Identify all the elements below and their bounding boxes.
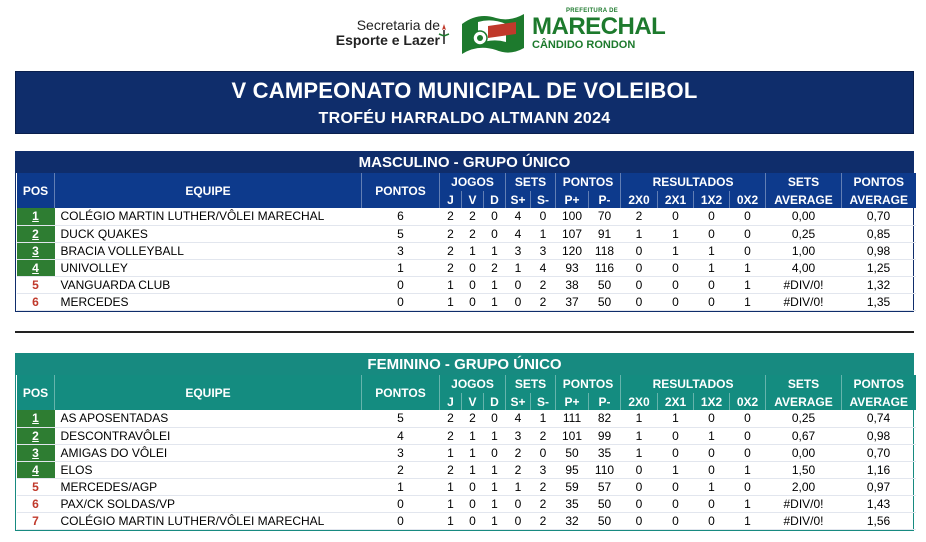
cell-pos: 2 <box>17 225 55 242</box>
cell-pavg: 1,25 <box>866 260 891 275</box>
cell-pavg: 1,16 <box>866 462 891 477</box>
cell-team: COLÉGIO MARTIN LUTHER/VÔLEI MARECHAL <box>60 209 325 224</box>
col-group-jogos: JOGOS <box>440 173 506 191</box>
cell-j: 1 <box>447 294 454 309</box>
cell-sm: 0 <box>539 445 547 460</box>
cell-pp: 101 <box>561 428 583 443</box>
cell-r12: 0 <box>708 226 715 241</box>
col-j: J <box>440 393 462 410</box>
cell-r20: 0 <box>635 277 643 292</box>
cell-j: 1 <box>447 479 454 494</box>
cell-savg: 4,00 <box>791 260 816 275</box>
col-group-jogos: JOGOS <box>440 375 506 393</box>
table-row <box>17 293 916 310</box>
cell-v: 0 <box>469 277 476 292</box>
col-group-sets: SETS <box>506 375 556 393</box>
col-sets-average-top: SETS <box>766 375 842 393</box>
cell-team: ELOS <box>60 462 93 477</box>
cell-j: 1 <box>447 496 454 511</box>
cell-pts: 5 <box>397 411 404 426</box>
cell-pp: 93 <box>565 260 579 275</box>
cell-r20: 0 <box>635 513 643 528</box>
col-d: D <box>484 393 506 410</box>
cell-pts: 4 <box>397 428 404 443</box>
cell-savg: 1,50 <box>791 462 816 477</box>
cell-sm: 2 <box>539 294 547 309</box>
cell-v: 0 <box>469 260 476 275</box>
cell-sm: 1 <box>539 411 547 426</box>
championship-title: V CAMPEONATO MUNICIPAL DE VOLEIBOL <box>231 78 698 103</box>
cell-pos: 6 <box>32 294 39 309</box>
cell-r02: 1 <box>744 513 751 528</box>
cell-v: 2 <box>469 209 476 224</box>
cell-d: 1 <box>491 294 498 309</box>
cell-pm: 35 <box>597 445 612 460</box>
col-sm: S- <box>531 191 556 208</box>
city-subtitle: CÂNDIDO RONDON <box>532 39 636 51</box>
cell-r12: 1 <box>708 479 715 494</box>
cell-pavg: 0,85 <box>866 226 891 241</box>
cell-pm: 70 <box>597 209 612 224</box>
cell-team: DESCONTRAVÔLEI <box>60 428 171 443</box>
cell-r21: 0 <box>672 209 679 224</box>
cell-pavg: 1,35 <box>866 294 891 309</box>
cell-sp: 3 <box>514 428 522 443</box>
cell-j: 2 <box>447 260 454 275</box>
cell-savg: 0,00 <box>791 209 816 224</box>
cell-savg: 0,25 <box>791 411 816 426</box>
cell-pts: 0 <box>397 277 404 292</box>
cell-j: 2 <box>447 209 454 224</box>
table-row <box>17 478 916 495</box>
cell-r21: 1 <box>672 226 679 241</box>
cell-team: MERCEDES/AGP <box>60 479 158 494</box>
cell-r12: 0 <box>708 411 715 426</box>
cell-pavg: 0,98 <box>866 428 891 443</box>
cell-r02: 1 <box>744 260 751 275</box>
cell-d: 1 <box>491 513 498 528</box>
cell-savg: 0,25 <box>791 226 816 241</box>
cell-pos: 3 <box>17 242 55 259</box>
col-pontos-average-bottom: AVERAGE <box>842 393 916 410</box>
cell-r02: 0 <box>744 226 751 241</box>
cell-savg: 0,00 <box>791 445 816 460</box>
cell-sm: 2 <box>539 479 547 494</box>
col-pontos-average-top: PONTOS <box>842 375 916 393</box>
cell-pos: 2 <box>17 427 55 444</box>
cell-sp: 0 <box>514 294 522 309</box>
cell-pos: 5 <box>32 479 39 494</box>
cell-r02: 0 <box>744 428 751 443</box>
cell-pp: 50 <box>565 445 579 460</box>
table-row <box>17 461 916 478</box>
cell-pp: 95 <box>565 462 579 477</box>
col-v: V <box>462 393 484 410</box>
cell-r20: 0 <box>635 479 643 494</box>
masculino-body <box>17 208 916 310</box>
col-d: D <box>484 191 506 208</box>
cell-v: 2 <box>469 226 476 241</box>
cell-v: 0 <box>469 479 476 494</box>
table-row <box>17 208 916 225</box>
cell-r21: 0 <box>672 428 679 443</box>
cell-sp: 4 <box>514 226 522 241</box>
cell-sp: 2 <box>514 462 522 477</box>
municipal-flag-icon <box>458 8 528 60</box>
cell-r20: 1 <box>635 428 643 443</box>
cell-pts: 2 <box>397 462 404 477</box>
table-row <box>17 242 916 259</box>
cell-r12: 0 <box>708 209 715 224</box>
cell-team: BRACIA VOLLEYBALL <box>60 243 184 258</box>
cell-d: 0 <box>491 209 498 224</box>
section-divider <box>15 331 914 333</box>
col-sets-average-top: SETS <box>766 173 842 191</box>
col-r02: 0X2 <box>730 191 766 208</box>
cell-sp: 4 <box>514 209 522 224</box>
cell-team: AMIGAS DO VÔLEI <box>60 445 168 460</box>
cell-v: 0 <box>469 513 476 528</box>
cell-pos: 4 <box>17 461 55 478</box>
col-pontos-average-top: PONTOS <box>842 173 916 191</box>
cell-pp: 120 <box>561 243 583 258</box>
col-sp: S+ <box>506 393 531 410</box>
cell-savg: 1,00 <box>791 243 816 258</box>
table-row <box>17 276 916 293</box>
cell-team: AS APOSENTADAS <box>60 411 169 426</box>
cell-v: 0 <box>469 294 476 309</box>
header-logos <box>0 0 926 64</box>
col-pp: P+ <box>556 191 589 208</box>
cell-d: 2 <box>491 260 498 275</box>
col-r21: 2X1 <box>658 393 694 410</box>
masculino-title: MASCULINO - GRUPO ÚNICO <box>16 152 913 173</box>
cell-r12: 0 <box>708 496 715 511</box>
col-r02: 0X2 <box>730 393 766 410</box>
cell-r21: 0 <box>672 479 679 494</box>
cell-savg: 2,00 <box>791 479 816 494</box>
cell-pp: 37 <box>565 294 579 309</box>
cell-r02: 0 <box>744 445 751 460</box>
cell-pts: 1 <box>397 260 404 275</box>
col-pontos: PONTOS <box>362 375 440 410</box>
masculino-frame <box>15 151 914 312</box>
cell-r02: 0 <box>744 243 751 258</box>
cell-pm: 116 <box>594 260 615 275</box>
cell-r20: 0 <box>635 243 643 258</box>
cell-pos: 3 <box>17 444 55 461</box>
cell-pm: 110 <box>594 462 615 477</box>
cell-pp: 35 <box>565 496 579 511</box>
cell-j: 2 <box>447 462 454 477</box>
cell-pm: 50 <box>597 277 612 292</box>
cell-r02: 0 <box>744 209 751 224</box>
cell-pavg: 1,32 <box>866 277 891 292</box>
table-row <box>17 225 916 242</box>
col-sets-average-bottom: AVERAGE <box>766 191 842 208</box>
col-group-resultados: RESULTADOS <box>621 173 766 191</box>
col-equipe: EQUIPE <box>55 375 362 410</box>
col-sets-average-bottom: AVERAGE <box>766 393 842 410</box>
cell-pm: 91 <box>597 226 612 241</box>
cell-pts: 0 <box>397 294 404 309</box>
cell-pts: 0 <box>397 496 404 511</box>
cell-sm: 3 <box>539 243 547 258</box>
cell-pavg: 0,70 <box>866 445 891 460</box>
cell-r20: 1 <box>635 445 643 460</box>
cell-pos: 1 <box>17 410 55 427</box>
cell-r12: 1 <box>708 428 715 443</box>
col-r20: 2X0 <box>621 191 658 208</box>
cell-pp: 38 <box>565 277 579 292</box>
cell-r02: 1 <box>744 496 751 511</box>
championship-title-banner <box>15 71 914 134</box>
cell-pos: 7 <box>32 513 39 528</box>
cell-r20: 0 <box>635 260 643 275</box>
cell-d: 1 <box>491 243 498 258</box>
cell-team: PAX/CK SOLDAS/VP <box>60 496 175 511</box>
cell-pts: 1 <box>397 479 404 494</box>
col-v: V <box>462 191 484 208</box>
cell-v: 1 <box>469 243 476 258</box>
cell-pm: 118 <box>594 243 615 258</box>
cell-sp: 4 <box>514 411 522 426</box>
cell-pm: 82 <box>597 411 612 426</box>
cell-team: VANGUARDA CLUB <box>60 277 171 292</box>
cell-pp: 59 <box>565 479 579 494</box>
cell-pts: 3 <box>397 445 404 460</box>
cell-pm: 99 <box>597 428 612 443</box>
col-equipe: EQUIPE <box>55 173 362 208</box>
cell-pm: 57 <box>597 479 612 494</box>
feminino-standings <box>15 353 914 531</box>
cell-team: DUCK QUAKES <box>60 226 148 241</box>
col-r21: 2X1 <box>658 191 694 208</box>
table-row <box>17 259 916 276</box>
secretaria-line1: Secretaria de <box>356 17 440 33</box>
col-r12: 1X2 <box>694 191 730 208</box>
col-pontos-average-bottom: AVERAGE <box>842 191 916 208</box>
cell-pp: 111 <box>562 411 582 426</box>
cell-r02: 1 <box>744 462 751 477</box>
cell-pavg: 0,70 <box>866 209 891 224</box>
prefeitura-logo <box>532 8 665 51</box>
cell-r21: 1 <box>672 243 679 258</box>
table-row <box>17 427 916 444</box>
cell-pos: 4 <box>17 259 55 276</box>
cell-d: 1 <box>491 496 498 511</box>
prefeitura-label: PREFEITURA DE <box>566 8 619 14</box>
cell-team: MERCEDES <box>60 294 129 309</box>
cell-sp: 1 <box>514 479 522 494</box>
col-pm: P- <box>589 191 621 208</box>
cell-pavg: 0,97 <box>866 479 891 494</box>
cell-pavg: 1,56 <box>866 513 891 528</box>
cell-sp: 0 <box>514 513 522 528</box>
cell-r12: 1 <box>708 243 715 258</box>
cell-r21: 0 <box>672 294 679 309</box>
cell-r02: 1 <box>744 277 751 292</box>
torch-emblem-icon <box>436 22 452 48</box>
cell-r12: 0 <box>708 513 715 528</box>
col-sp: S+ <box>506 191 531 208</box>
cell-savg: #DIV/0! <box>783 513 824 528</box>
feminino-frame <box>15 353 914 531</box>
cell-pp: 107 <box>561 226 583 241</box>
cell-r02: 0 <box>744 411 751 426</box>
cell-r20: 1 <box>635 226 643 241</box>
cell-r21: 0 <box>672 260 679 275</box>
city-name: MARECHAL <box>532 13 666 40</box>
cell-sp: 0 <box>514 277 522 292</box>
secretaria-line2: Esporte e Lazer <box>335 32 440 48</box>
cell-sp: 3 <box>514 243 522 258</box>
cell-r20: 2 <box>635 209 643 224</box>
cell-j: 2 <box>447 428 454 443</box>
cell-sm: 4 <box>539 260 547 275</box>
cell-d: 1 <box>491 462 498 477</box>
table-row <box>17 444 916 461</box>
col-group-sets: SETS <box>506 173 556 191</box>
cell-pp: 100 <box>561 209 583 224</box>
cell-d: 0 <box>491 411 498 426</box>
cell-r12: 0 <box>708 445 715 460</box>
cell-r12: 0 <box>708 294 715 309</box>
cell-savg: #DIV/0! <box>783 277 824 292</box>
cell-team: UNIVOLLEY <box>60 260 128 275</box>
table-row <box>17 495 916 512</box>
trophy-subtitle: TROFÉU HARRALDO ALTMANN 2024 <box>318 110 611 127</box>
cell-d: 1 <box>491 428 498 443</box>
cell-d: 1 <box>491 479 498 494</box>
col-pos: POS <box>17 375 55 410</box>
col-r20: 2X0 <box>621 393 658 410</box>
cell-sm: 2 <box>539 428 547 443</box>
cell-j: 1 <box>447 277 454 292</box>
cell-pos: 5 <box>32 277 39 292</box>
cell-v: 1 <box>469 445 476 460</box>
cell-sm: 2 <box>539 513 547 528</box>
cell-team: COLÉGIO MARTIN LUTHER/VÔLEI MARECHAL <box>60 513 325 528</box>
cell-r02: 1 <box>744 294 751 309</box>
cell-j: 1 <box>447 513 454 528</box>
cell-r12: 1 <box>708 260 715 275</box>
cell-r21: 0 <box>672 445 679 460</box>
cell-sm: 2 <box>539 277 547 292</box>
cell-j: 2 <box>447 411 454 426</box>
cell-r20: 0 <box>635 294 643 309</box>
cell-pp: 32 <box>565 513 579 528</box>
cell-r20: 1 <box>635 411 643 426</box>
cell-v: 1 <box>469 428 476 443</box>
cell-pavg: 0,74 <box>866 411 891 426</box>
cell-savg: 0,67 <box>791 428 816 443</box>
col-pos: POS <box>17 173 55 208</box>
cell-sp: 0 <box>514 496 522 511</box>
feminino-body <box>17 410 916 529</box>
cell-pts: 5 <box>397 226 404 241</box>
cell-r21: 1 <box>672 462 679 477</box>
cell-r02: 0 <box>744 479 751 494</box>
cell-sm: 2 <box>539 496 547 511</box>
secretaria-logo <box>310 18 440 48</box>
cell-v: 0 <box>469 496 476 511</box>
cell-sp: 2 <box>514 445 522 460</box>
cell-j: 2 <box>447 226 454 241</box>
cell-pm: 50 <box>597 496 612 511</box>
cell-pm: 50 <box>597 513 612 528</box>
cell-pos: 6 <box>32 496 39 511</box>
col-j: J <box>440 191 462 208</box>
cell-r21: 0 <box>672 277 679 292</box>
cell-d: 1 <box>491 277 498 292</box>
cell-v: 2 <box>469 411 476 426</box>
cell-sp: 1 <box>514 260 522 275</box>
cell-savg: #DIV/0! <box>783 294 824 309</box>
cell-pts: 0 <box>397 513 404 528</box>
cell-r21: 1 <box>672 411 679 426</box>
cell-r21: 0 <box>672 513 679 528</box>
feminino-header <box>17 375 916 410</box>
cell-sm: 1 <box>539 226 547 241</box>
masculino-table <box>16 173 916 311</box>
cell-r12: 0 <box>708 462 715 477</box>
cell-sm: 3 <box>539 462 547 477</box>
masculino-header <box>17 173 916 208</box>
cell-j: 2 <box>447 243 454 258</box>
col-group-pontos: PONTOS <box>556 173 621 191</box>
cell-pts: 6 <box>397 209 404 224</box>
feminino-table <box>16 375 916 530</box>
cell-d: 0 <box>491 445 498 460</box>
cell-r20: 0 <box>635 496 643 511</box>
cell-pts: 3 <box>397 243 404 258</box>
col-pm: P- <box>589 393 621 410</box>
col-pontos: PONTOS <box>362 173 440 208</box>
cell-j: 1 <box>447 445 454 460</box>
cell-pm: 50 <box>597 294 612 309</box>
cell-savg: #DIV/0! <box>783 496 824 511</box>
col-group-pontos: PONTOS <box>556 375 621 393</box>
cell-v: 1 <box>469 462 476 477</box>
cell-pavg: 0,98 <box>866 243 891 258</box>
cell-pos: 1 <box>17 208 55 225</box>
cell-r12: 0 <box>708 277 715 292</box>
table-row <box>17 512 916 529</box>
cell-d: 0 <box>491 226 498 241</box>
cell-r20: 0 <box>635 462 643 477</box>
masculino-standings <box>15 151 914 312</box>
feminino-title: FEMININO - GRUPO ÚNICO <box>16 354 913 375</box>
table-row <box>17 410 916 427</box>
cell-sm: 0 <box>539 209 547 224</box>
col-sm: S- <box>531 393 556 410</box>
col-pp: P+ <box>556 393 589 410</box>
col-group-resultados: RESULTADOS <box>621 375 766 393</box>
cell-r21: 0 <box>672 496 679 511</box>
col-r12: 1X2 <box>694 393 730 410</box>
cell-pavg: 1,43 <box>866 496 891 511</box>
